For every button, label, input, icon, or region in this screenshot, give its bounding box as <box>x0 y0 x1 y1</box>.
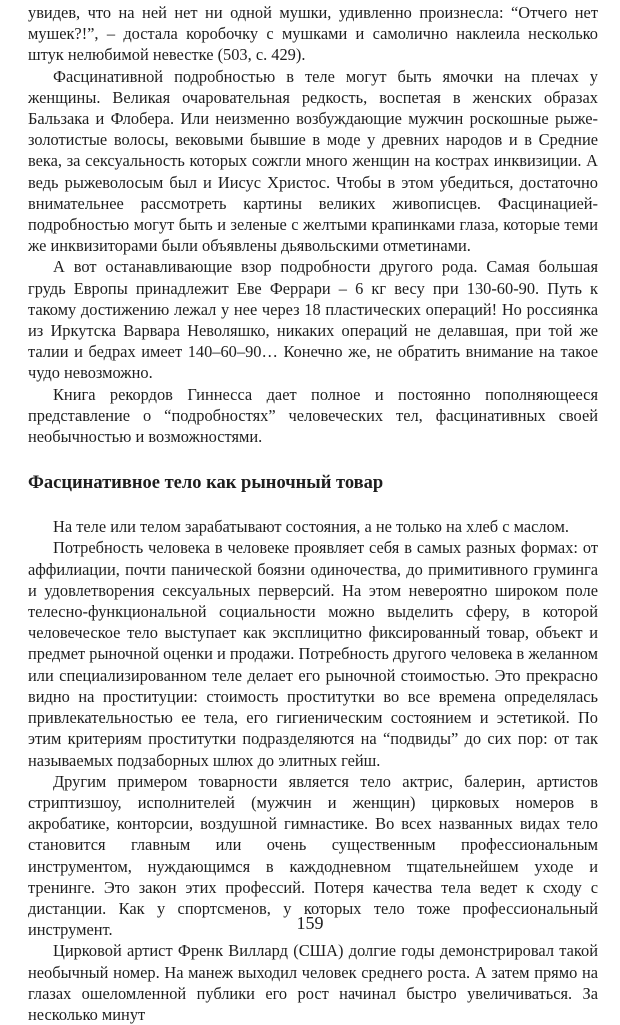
paragraph: Книга рекордов Гиннесса дает полное и постоянно пополняющееся представление о “подробностях” человеческих тел, фасцинативных своей необычностью и возможностями. <box>28 384 598 447</box>
paragraph: Цирковой артист Френк Виллард (США) долгие годы демонстрировал такой необычный номер. На манеж выходил человек среднего роста. А затем прямо на глазах ошеломленной публики его рост начинал быстро увеличиваться. За несколько минут <box>28 941 598 1024</box>
paragraph: А вот останавливающие взор подробности другого рода. Самая большая грудь Европы принадлежит Еве Феррари – 6 кг весу при 130-60-90. Путь к такому достижению лежал у нее через 18 пластических операций! Но россиянка из Иркутска Варвара Неволяшко, никаких операций не делавшая, при той же талии и бедрах имеет 140–60–90… Конечно же, не обратить внимание на такое чудо невозможно. <box>28 257 598 383</box>
paragraph: На теле или телом зарабатывают состояния, а не только на хлеб с маслом. <box>53 517 569 537</box>
page-number: 159 <box>296 913 324 933</box>
paragraph: Другим примером товарности является тело актрис, балерин, артистов стриптизшоу, исполнителей (мужчин и женщин) цирковых номеров в акробатике, конторсии, воздушной гимнастике. Во всех названных видах тело становится главным или очень существенным профессиональным инструментом, нуждающимся в каждодневном тщательнейшем уходе и тренинге. Это закон этих профессий. Потеря качества тела ведет к сходу с дистанции. Как у спортсменов, у которых тело тоже профессиональный инструмент. <box>28 771 598 940</box>
paragraph-continued: увидев, что на ней нет ни одной мушки, удивленно произнеслa: “Отчего нет мушек?!”, – достала коробочку с мушками и самолично наклеила несколько штук нелюбимой невестке (503, с. 429). <box>28 3 598 65</box>
section-heading: Фасцинативное тело как рыночный товар <box>28 473 384 494</box>
paragraph: Фасцинативной подробностью в теле могут быть ямочки на плечах у женщины. Великая очаровательная редкость, воспетая в женских образах Бальзака и Флобера. Или неизменно возбуждающие мужчин роскошные рыже-золотистые волосы, вековыми бывшие в моде у древних народов и в Средние века, за сексуальность которых сожгли много женщин на кострах инквизиции. А ведь рыжеволосым был и Иисус Христос. Чтобы в этом убедиться, достаточно внимательнее рассмотреть картины великих живописцев. Фасцинацией-подробностью могут быть и зеленые с желтыми крапинками глаза, которые теми же инквизиторами были объявлены дьявольскими отметинами. <box>28 66 598 256</box>
paragraph: Потребность человека в человеке проявляет себя в самых разных формах: от аффилиации, почти панической боязни одиночества, до примитивного груминга и удовлетворения сексуальных перверсий. На этом невероятно широком поле телесно-функциональной социальности можно выделить сферу, в которой человеческое тело выступает как эксплицитно фиксированный товар, объект и предмет рыночной оценки и продажи. Потребность другого человека в желанном или специализированном теле делает его рыночной стоимостью. Это прекрасно видно на проституции: стоимость проститутки во все времена определялась привлекательностью ее тела, его гигиеническим состоянием и эстетикой. По этим критериям проститутки подразделяются на “подвиды” до сих пор: от так называемых подзаборных шлюх до элитных гейш. <box>28 538 598 770</box>
